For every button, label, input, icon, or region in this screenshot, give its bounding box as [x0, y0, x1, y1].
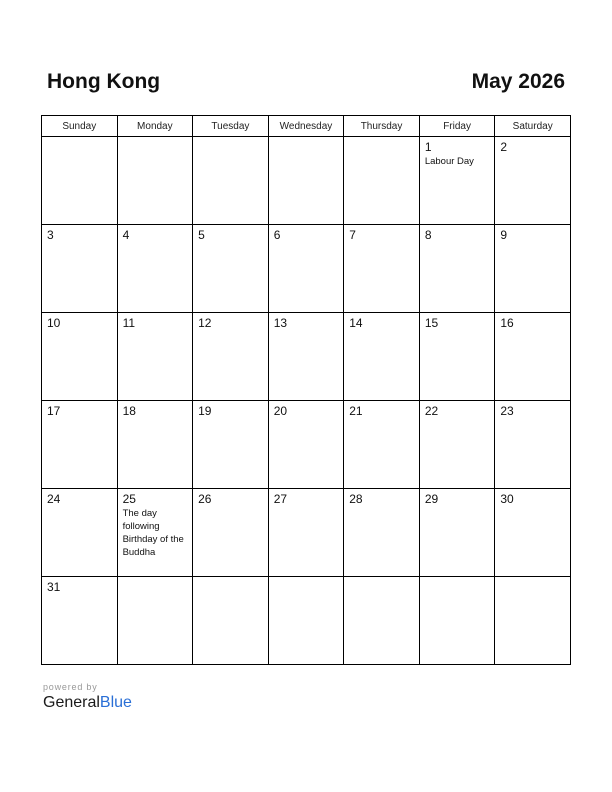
day-cell[interactable]	[193, 401, 269, 489]
day-number: 5	[198, 228, 205, 242]
day-cell[interactable]	[268, 489, 344, 577]
day-cell[interactable]	[42, 313, 118, 401]
day-cell[interactable]	[344, 489, 420, 577]
day-number: 16	[500, 316, 514, 330]
day-number: 7	[349, 228, 356, 242]
day-cell[interactable]	[42, 489, 118, 577]
day-number: 31	[47, 580, 61, 594]
calendar-header	[41, 70, 571, 100]
weekday-monday: Monday	[117, 116, 193, 137]
day-cell[interactable]	[193, 489, 269, 577]
day-cell[interactable]	[117, 489, 193, 577]
holiday-event: The day following Birthday of the Buddha	[122, 508, 184, 558]
day-cell[interactable]	[117, 313, 193, 401]
empty-day-cell	[117, 577, 193, 665]
day-cell[interactable]	[344, 401, 420, 489]
weekday-thursday: Thursday	[344, 116, 420, 137]
brand-general-text: General	[43, 694, 100, 711]
empty-day-cell	[344, 577, 420, 665]
empty-day-cell	[495, 577, 571, 665]
weekday-header-row	[42, 116, 571, 137]
day-cell[interactable]	[193, 225, 269, 313]
day-number: 22	[424, 404, 439, 418]
weekday-sunday: Sunday	[42, 116, 118, 137]
day-number: 11	[122, 316, 136, 330]
day-number: 3	[47, 228, 54, 242]
brand-blue-text: Blue	[99, 694, 132, 711]
day-cell[interactable]	[193, 313, 269, 401]
day-cell[interactable]	[419, 137, 495, 225]
calendar-grid	[41, 115, 571, 665]
week-row	[42, 489, 571, 577]
day-cell[interactable]	[419, 401, 495, 489]
empty-day-cell	[344, 137, 420, 225]
weekday-tuesday: Tuesday	[193, 116, 269, 137]
day-number: 30	[500, 492, 514, 506]
day-number: 12	[198, 316, 212, 330]
empty-day-cell	[193, 577, 269, 665]
day-cell[interactable]	[42, 577, 118, 665]
weekday-saturday: Saturday	[495, 116, 571, 137]
day-number: 23	[500, 404, 514, 418]
week-row	[42, 577, 571, 665]
day-number: 25	[122, 492, 136, 506]
day-number: 9	[500, 228, 508, 242]
footer	[43, 682, 132, 712]
day-number: 29	[424, 492, 439, 506]
empty-day-cell	[193, 137, 269, 225]
day-cell[interactable]	[495, 401, 571, 489]
day-number: 10	[47, 316, 61, 330]
day-cell[interactable]	[42, 225, 118, 313]
weekday-friday: Friday	[419, 116, 495, 137]
day-number: 28	[349, 492, 363, 506]
day-cell[interactable]	[419, 225, 495, 313]
day-number: 19	[198, 404, 212, 418]
day-cell[interactable]	[268, 313, 344, 401]
day-number: 20	[273, 404, 288, 418]
day-cell[interactable]	[419, 313, 495, 401]
empty-day-cell	[117, 137, 193, 225]
day-cell[interactable]	[42, 401, 118, 489]
powered-by-label: powered by	[43, 682, 98, 692]
day-number: 2	[500, 140, 508, 154]
day-cell[interactable]	[495, 489, 571, 577]
week-row	[42, 225, 571, 313]
empty-day-cell	[42, 137, 118, 225]
day-number: 4	[122, 228, 130, 242]
day-number: 27	[273, 492, 288, 506]
empty-day-cell	[268, 577, 344, 665]
day-number: 1	[424, 140, 432, 154]
day-number: 24	[47, 492, 61, 506]
calendar-body	[42, 137, 571, 665]
day-cell[interactable]	[344, 313, 420, 401]
day-number: 17	[47, 404, 61, 418]
day-number: 26	[198, 492, 212, 506]
generalblue-logo[interactable]	[43, 694, 132, 712]
day-number: 21	[349, 404, 363, 418]
day-cell[interactable]	[268, 225, 344, 313]
day-cell[interactable]	[117, 225, 193, 313]
weekday-wednesday: Wednesday	[268, 116, 344, 137]
week-row	[42, 401, 571, 489]
day-number: 8	[424, 228, 432, 242]
day-cell[interactable]	[495, 313, 571, 401]
day-cell[interactable]	[495, 225, 571, 313]
day-cell[interactable]	[344, 225, 420, 313]
day-cell[interactable]	[495, 137, 571, 225]
day-number: 18	[122, 404, 136, 418]
week-row	[42, 313, 571, 401]
day-number: 14	[349, 316, 363, 330]
day-number: 15	[424, 316, 439, 330]
month-year-title: May 2026	[471, 70, 565, 93]
country-title: Hong Kong	[47, 70, 161, 93]
day-cell[interactable]	[268, 401, 344, 489]
day-number: 6	[273, 228, 281, 242]
empty-day-cell	[268, 137, 344, 225]
holiday-event: Labour Day	[424, 156, 474, 167]
day-number: 13	[273, 316, 288, 330]
day-cell[interactable]	[117, 401, 193, 489]
week-row	[42, 137, 571, 225]
empty-day-cell	[419, 577, 495, 665]
day-cell[interactable]	[419, 489, 495, 577]
